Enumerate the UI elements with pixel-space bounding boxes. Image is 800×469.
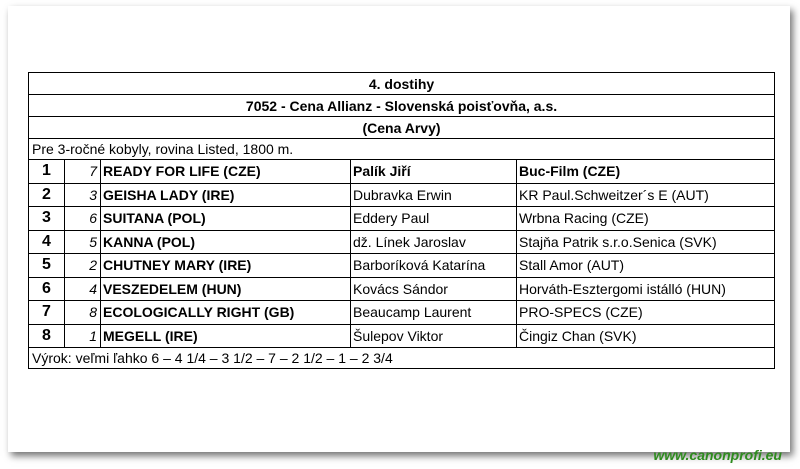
runner-row [29,254,775,278]
race-number-row [29,73,775,95]
runner-row [29,301,775,325]
race-name: 7052 - Cena Allianz - Slovenská poisťovňa, a.s. [29,95,775,117]
finish-position: 3 [29,207,65,231]
horse-name: CHUTNEY MARY (IRE) [101,254,351,278]
race-subtitle-row [29,117,775,139]
jockey-name: dž. Línek Jaroslav [351,230,517,254]
jockey-name: Beaucamp Laurent [351,301,517,325]
race-number-title: 4. dostihy [29,73,775,95]
finish-position: 2 [29,183,65,207]
saddle-number: 5 [65,230,101,254]
horse-name: ECOLOGICALLY RIGHT (GB) [101,301,351,325]
jockey-name: Kovács Sándor [351,277,517,301]
saddle-number: 8 [65,301,101,325]
saddle-number: 2 [65,254,101,278]
jockey-name: Šulepov Viktor [351,324,517,348]
owner-name: Stall Amor (AUT) [517,254,775,278]
runner-row [29,277,775,301]
finish-position: 6 [29,277,65,301]
runner-row [29,207,775,231]
jockey-name: Dubravka Erwin [351,183,517,207]
horse-name: MEGELL (IRE) [101,324,351,348]
saddle-number: 4 [65,277,101,301]
finish-position: 4 [29,230,65,254]
finish-position: 8 [29,324,65,348]
runner-row [29,183,775,207]
race-conditions-row [29,139,775,160]
race-conditions: Pre 3-ročné kobyly, rovina Listed, 1800 m. [29,139,775,160]
runner-row [29,324,775,348]
owner-name: Horváth-Esztergomi istálló (HUN) [517,277,775,301]
saddle-number: 3 [65,183,101,207]
jockey-name: Barboríková Katarína [351,254,517,278]
horse-name: READY FOR LIFE (CZE) [101,160,351,184]
runner-row [29,230,775,254]
jockey-name: Palík Jiří [351,160,517,184]
margins-row [29,348,775,369]
owner-name: Buc-Film (CZE) [517,160,775,184]
saddle-number: 7 [65,160,101,184]
owner-name: Čingiz Chan (SVK) [517,324,775,348]
saddle-number: 6 [65,207,101,231]
horse-name: KANNA (POL) [101,230,351,254]
race-subtitle: (Cena Arvy) [29,117,775,139]
saddle-number: 1 [65,324,101,348]
finish-position: 1 [29,160,65,184]
owner-name: Wrbna Racing (CZE) [517,207,775,231]
race-name-row [29,95,775,117]
horse-name: SUITANA (POL) [101,207,351,231]
owner-name: KR Paul.Schweitzer´s E (AUT) [517,183,775,207]
finish-position: 7 [29,301,65,325]
runner-row [29,160,775,184]
winning-margins: Výrok: veľmi ľahko 6 – 4 1/4 – 3 1/2 – 7 – 2 1/2 – 1 – 2 3/4 [29,348,775,369]
owner-name: PRO-SPECS (CZE) [517,301,775,325]
horse-name: GEISHA LADY (IRE) [101,183,351,207]
finish-position: 5 [29,254,65,278]
owner-name: Stajňa Patrik s.r.o.Senica (SVK) [517,230,775,254]
website-watermark: www.canonprofi.eu [653,447,782,463]
race-results-table [28,72,775,369]
jockey-name: Eddery Paul [351,207,517,231]
horse-name: VESZEDELEM (HUN) [101,277,351,301]
